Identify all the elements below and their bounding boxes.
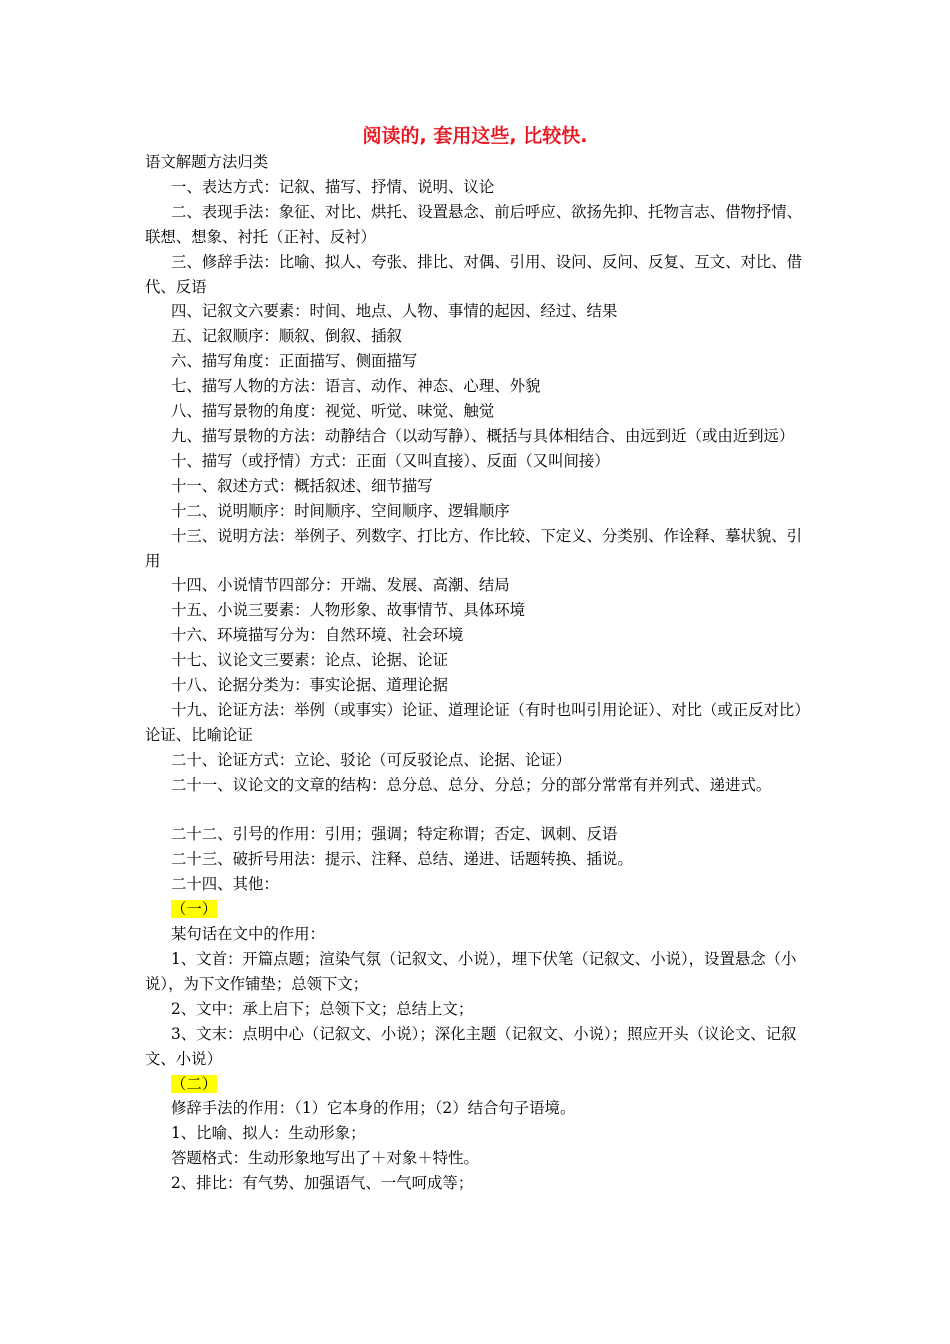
document-subtitle: 语文解题方法归类 <box>145 153 269 171</box>
section-1-label: （一） <box>171 900 218 919</box>
section-2-label: （二） <box>171 1074 218 1093</box>
section-2-item: 1、比喻、拟人：生动形象； <box>171 1124 366 1143</box>
paragraph: 三、修辞手法：比喻、拟人、夸张、排比、对偶、引用、设问、反问、反复、互文、对比、借代、反语 <box>145 252 803 296</box>
paragraph: 十、描写（或抒情）方式：正面（又叫直接）、反面（又叫间接） <box>171 451 610 470</box>
blank-line <box>145 798 817 823</box>
section-label-row <box>145 897 817 922</box>
paragraph: 十五、小说三要素：人物形象、故事情节、具体环境 <box>171 601 525 620</box>
paragraph: 十七、议论文三要素：论点、论据、论证 <box>171 651 449 670</box>
section-1-item: 2、文中：承上启下；总领下文；总结上文； <box>171 999 474 1018</box>
paragraph: 十四、小说情节四部分：开端、发展、高潮、结局 <box>171 576 510 595</box>
paragraph: 十六、环境描写分为：自然环境、社会环境 <box>171 626 464 645</box>
paragraph: 十八、论据分类为：事实论据、道理论据 <box>171 676 449 695</box>
paragraph: 一、表达方式：记叙、描写、抒情、说明、议论 <box>171 177 495 196</box>
section-1-heading: 某句话在文中的作用： <box>171 925 325 944</box>
paragraph: 二十二、引号的作用：引用；强调；特定称谓；否定、讽刺、反语 <box>171 825 618 844</box>
paragraph: 十三、说明方法：举例子、列数字、打比方、作比较、下定义、分类别、作诠释、摹状貌、引用 <box>145 526 803 570</box>
section-2-item: 答题格式：生动形象地写出了＋对象＋特性。 <box>171 1149 479 1168</box>
paragraph: 二十四、其他： <box>171 875 279 894</box>
paragraph: 九、描写景物的方法：动静结合（以动写静）、概括与具体相结合、由远到近（或由近到远） <box>171 426 795 445</box>
document-body <box>145 150 817 1196</box>
document-title: 阅读的, 套用这些, 比较快. <box>362 125 588 147</box>
section-1-item: 1、文首：开篇点题；渲染气氛（记叙文、小说），埋下伏笔（记叙文、小说），设置悬念（小说），为下文作铺垫；总领下文； <box>145 949 797 993</box>
paragraph: 七、描写人物的方法：语言、动作、神态、心理、外貌 <box>171 377 541 396</box>
section-2-heading: 修辞手法的作用：（1）它本身的作用；（2）结合句子语境。 <box>171 1099 576 1118</box>
paragraph: 五、记叙顺序：顺叙、倒叙、插叙 <box>171 327 402 346</box>
paragraph: 八、描写景物的角度：视觉、听觉、味觉、触觉 <box>171 402 495 421</box>
section-2-item: 2、排比：有气势、加强语气、一气呵成等； <box>171 1174 474 1193</box>
paragraph: 十一、叙述方式：概括叙述、细节描写 <box>171 476 433 495</box>
paragraph: 二十一、议论文的文章的结构：总分总、总分、分总；分的部分常常有并列式、递进式。 <box>171 775 772 794</box>
paragraph: 二十、论证方式：立论、驳论（可反驳论点、论据、论证） <box>171 750 572 769</box>
paragraph: 四、记叙文六要素：时间、地点、人物、事情的起因、经过、结果 <box>171 302 618 321</box>
paragraph: 六、描写角度：正面描写、侧面描写 <box>171 352 418 371</box>
paragraph: 十二、说明顺序：时间顺序、空间顺序、逻辑顺序 <box>171 501 510 520</box>
paragraph: 十九、论证方法：举例（或事实）论证、道理论证（有时也叫引用论证）、对比（或正反对比）论证、比喻论证 <box>145 700 810 744</box>
paragraph: 二、表现手法：象征、对比、烘托、设置悬念、前后呼应、欲扬先抑、托物言志、借物抒情、联想、想象、衬托（正衬、反衬） <box>145 202 803 246</box>
paragraph: 二十三、破折号用法：提示、注释、总结、递进、话题转换、插说。 <box>171 850 633 869</box>
section-1-item: 3、文末：点明中心（记叙文、小说）；深化主题（记叙文、小说）；照应开头（议论文、记叙文、小说） <box>145 1024 797 1068</box>
section-label-row <box>145 1072 817 1097</box>
